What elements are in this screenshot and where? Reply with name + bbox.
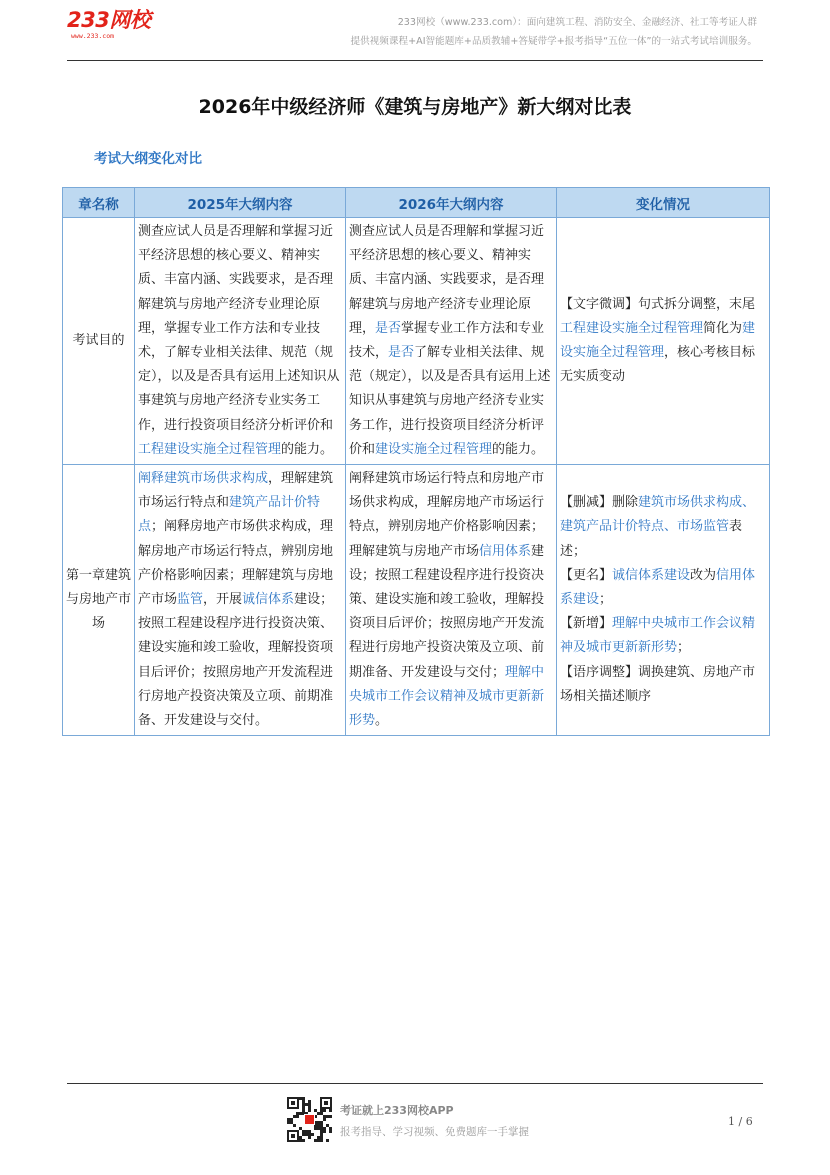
header-chapter: 章名称: [63, 188, 135, 218]
chapter-cell: 考试目的: [63, 218, 135, 465]
highlight-text: 建筑产品计价特点: [138, 495, 321, 535]
cell-text: ，核心考核目标无实质变动: [560, 345, 756, 385]
cell-text: 简化为: [703, 320, 743, 336]
logo-url-text: www.233.com: [71, 32, 115, 40]
highlight-text: 工程建设实施全过程管理: [560, 320, 704, 336]
cell-text: 掌握专业工作方法和专业技术，: [349, 320, 545, 361]
section-title: 考试大纲变化对比: [94, 151, 202, 167]
highlight-text: 信用体系: [479, 543, 532, 559]
highlight-text: 信用体系建设: [560, 567, 756, 608]
highlight-text: 阐释建筑市场供求构成: [138, 471, 269, 487]
cell-text: 表述；: [560, 519, 743, 559]
cell-text: 了解专业相关法律、规范（规定），以及是否具有运用上述知识从事建筑与房地产经济专业实务工作，进行投资项目经济分析评价和: [349, 345, 551, 457]
header-2025: 2025年大纲内容: [135, 188, 346, 218]
change-cell: [557, 465, 770, 736]
footer-sub-text: 报考指导、学习视频、免费题库一手掌握: [340, 1126, 529, 1138]
cell-text: ；: [677, 640, 691, 656]
header-2026: 2026年大纲内容: [346, 188, 557, 218]
change-cell: [557, 218, 770, 465]
highlight-text: 是否: [375, 320, 402, 336]
page-number: 1 / 6: [728, 1115, 753, 1128]
highlight-text: 诚信体系建设: [612, 567, 691, 583]
header-line-2: 提供视频课程+AI智能题库+品质教辅+答疑带学+报考指导“五位一体”的一站式考试培训服务。: [350, 36, 757, 47]
change-item: [560, 564, 766, 612]
cell-text: 的能力。: [281, 441, 334, 457]
cell-text: 测查应试人员是否理解和掌握习近平经济思想的核心要义、精神实质、丰富内涵、实践要求，是否理解建筑与房地产经济专业理论原理，掌握专业工作方法和专业技术，了解专业相关法律、规范（规定），以及是否具有运用上述知识从事建筑与房地产经济专业实务工作，进行投资项目经济分析评价和: [138, 224, 340, 433]
cell-text: ；阐释房地产市场供求构成，理解房地产市场运行特点，辨别房地产价格影响因素；理解建筑与房地产市场: [138, 519, 334, 608]
header-change: 变化情况: [557, 188, 770, 218]
cell-text: 。: [375, 713, 389, 729]
highlight-text: 理解中央城市工作会议精神及城市更新新形势: [560, 616, 756, 656]
cell-text: 建设；按照工程建设程序进行投资决策、建设实施和竣工验收，理解投资项目后评价；按照房地产开发流程进行房地产投资决策及立项、前期准备、开发建设与交付；: [349, 543, 545, 680]
qr-code-icon[interactable]: [287, 1097, 332, 1142]
cell-text: 【更名】: [560, 567, 613, 583]
cell-text: 阐释建筑市场运行特点和房地产市场供求构成，理解房地产市场运行特点，辨别房地产价格影响因素；理解建筑与房地产市场: [349, 471, 545, 559]
cell-text: ，开展: [203, 592, 243, 608]
cell-text: ，理解建筑市场运行特点和: [138, 471, 334, 511]
highlight-text: 诚信体系: [242, 592, 295, 608]
outline-2025-cell: [135, 465, 346, 736]
brand-logo[interactable]: [67, 8, 167, 42]
outline-comparison-table: [62, 187, 770, 736]
highlight-text: 理解中央城市工作会议精神及城市更新新形势: [349, 664, 545, 729]
change-item: [560, 612, 766, 660]
cell-text: 【删减】删除: [560, 495, 639, 511]
cell-text: 测查应试人员是否理解和掌握习近平经济思想的核心要义、精神实质、丰富内涵、实践要求，是否理解建筑与房地产经济专业理论原理，: [349, 224, 545, 336]
cell-text: 【语序调整】调换建筑、房地产市场相关描述顺序: [560, 664, 756, 704]
header-description: [351, 13, 757, 51]
cell-text: 的能力。: [492, 441, 545, 457]
table-row: [63, 218, 770, 465]
cell-text: ；: [599, 592, 613, 608]
change-item: [560, 293, 766, 390]
page-header: [67, 0, 763, 61]
cell-text: 【新增】: [560, 616, 613, 632]
highlight-text: 建设实施全过程管理: [375, 441, 493, 457]
highlight-text: 建筑市场供求构成、建筑产品计价特点、市场监管: [560, 495, 756, 535]
cell-text: 改为: [690, 567, 717, 583]
footer-app-text: 考证就上233网校APP: [340, 1104, 454, 1117]
document-title: 2026年中级经济师《建筑与房地产》新大纲对比表: [198, 96, 632, 118]
table-header-row: [63, 188, 770, 218]
highlight-text: 建设实施全过程管理: [560, 320, 756, 361]
chapter-cell: 第一章建筑与房地产市场: [63, 465, 135, 736]
header-line-1: 233网校（www.233.com）：面向建筑工程、消防安全、金融经济、社工等考证人群: [397, 17, 757, 28]
highlight-text: 监管: [177, 592, 204, 608]
change-item: [560, 661, 766, 709]
outline-2026-cell: [346, 218, 557, 465]
footer-divider: [67, 1083, 763, 1084]
highlight-text: 是否: [388, 345, 415, 361]
cell-text: 【文字微调】句式拆分调整，末尾: [560, 296, 756, 312]
logo-main-text: 233网校: [67, 8, 151, 32]
outline-2025-cell: [135, 218, 346, 465]
highlight-text: 工程建设实施全过程管理: [138, 441, 282, 457]
table-row: [63, 465, 770, 736]
outline-2026-cell: [346, 465, 557, 736]
change-item: [560, 491, 766, 564]
cell-text: 建设；按照工程建设程序进行投资决策、建设实施和竣工验收，理解投资项目后评价；按照房地产开发流程进行房地产投资决策及立项、前期准备、开发建设与交付。: [138, 592, 334, 729]
